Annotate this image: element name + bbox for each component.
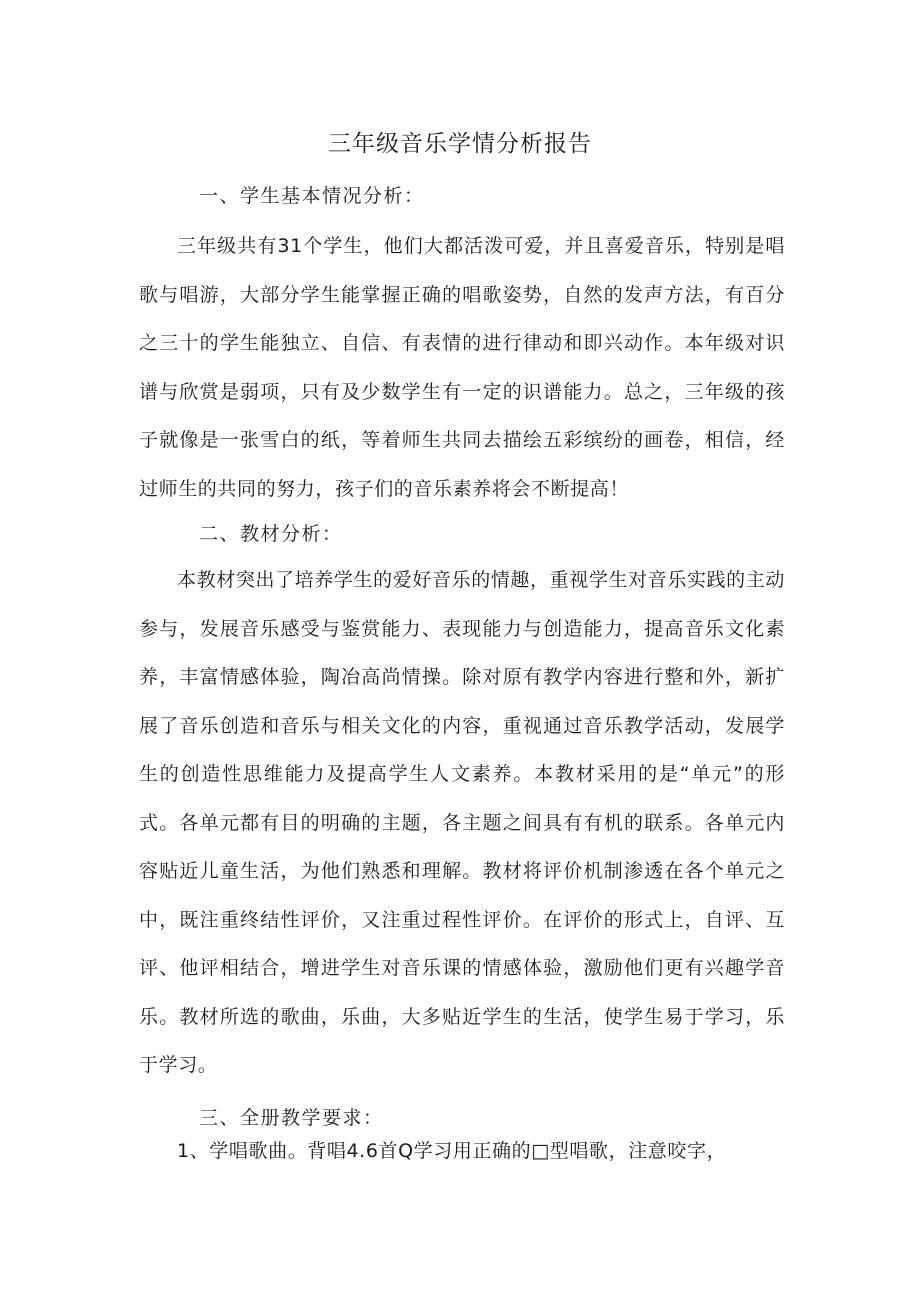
section-heading-teaching-requirements: 三、全册教学要求： <box>199 1107 384 1129</box>
paragraph-student-analysis: 三年级共有31个学生，他们大都活泼可爱，并且喜爱音乐，特别是唱歌与唱游，大部分学生能掌握正确的唱歌姿势，自然的发声方法，有百分之三十的学生能独立、自信、有表情的进行律动和即兴动作。本年级对识谱与欣赏是弱项，只有及少数学生有一定的识谱能力。总之，三年级的孩子就像是一张雪白的纸，等着师生共同去描绘五彩缤纷的画卷，相信，经过师生的共同的努力，孩子们的音乐素养将会不断提高！ <box>139 235 785 500</box>
requirement-item-1: 1、学唱歌曲。背唱4.6首Q学习用正确的□型唱歌，注意咬字， <box>177 1140 727 1162</box>
paragraph-textbook-analysis: 本教材突出了培养学生的爱好音乐的情趣，重视学生对音乐实践的主动参与，发展音乐感受与鉴赏能力、表现能力与创造能力，提高音乐文化素养，丰富情感体验，陶冶高尚情操。除对原有教学内容进行整和外，新扩展了音乐创造和音乐与相关文化的内容，重视通过音乐教学活动，发展学生的创造性思维能力及提高学生人文素养。本教材采用的是“单元”的形式。各单元都有目的明确的主题，各主题之间具有有机的联系。各单元内容贴近儿童生活，为他们熟悉和理解。教材将评价机制渗透在各个单元之中，既注重终结性评价，又注重过程性评价。在评价的形式上，自评、互评、他评相结合，增进学生对音乐课的情感体验，激励他们更有兴趣学音乐。教材所选的歌曲，乐曲，大多贴近学生的生活，使学生易于学习，乐于学习。 <box>139 569 785 1076</box>
section-heading-textbook-analysis: 二、教材分析： <box>199 523 343 545</box>
section-heading-student-analysis: 一、学生基本情况分析： <box>199 185 425 207</box>
document-title: 三年级音乐学情分析报告 <box>328 131 592 157</box>
